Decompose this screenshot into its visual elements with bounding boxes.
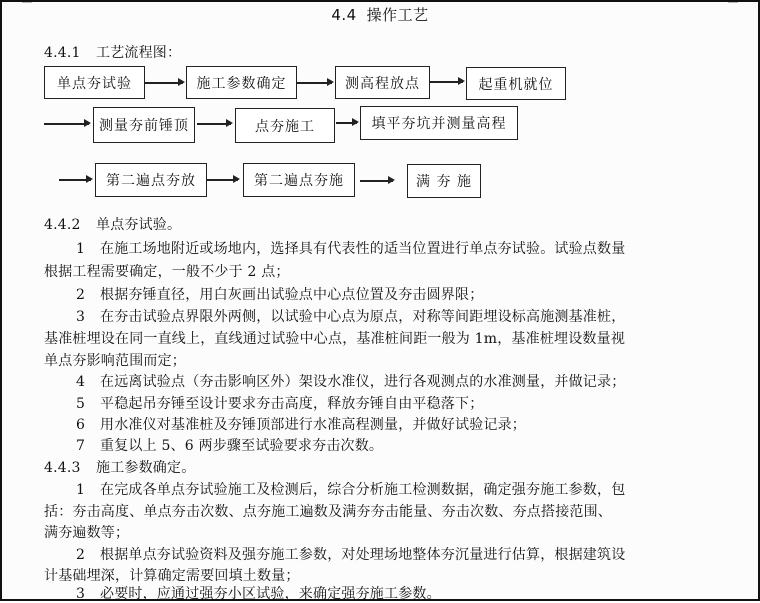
flow-box-crane-position: 起重机就位: [466, 67, 566, 100]
flow-box-point-tamping: 点夯施工: [235, 108, 335, 143]
flow-box-second-pass-layout: 第二遍点夯放: [95, 163, 207, 197]
item-number: 4: [76, 374, 86, 390]
list-item: [76, 479, 625, 499]
list-item: [76, 435, 383, 455]
subsection-number: 4.4.3: [44, 460, 81, 476]
flow-box-full-tamping: 满 夯 施: [407, 164, 481, 198]
item-text: 根据夯锤直径，用白灰画出试验点中心点位置及夯击圆界限；: [100, 287, 484, 303]
list-item-continuation: 单点夯影响范围而定；: [44, 353, 186, 369]
item-number: 6: [76, 417, 86, 433]
item-number: 1: [76, 241, 86, 257]
item-number: 2: [76, 547, 86, 563]
subsection-number: 4.4.1: [44, 45, 81, 61]
list-item: [76, 544, 625, 564]
item-text: 必要时，应通过强夯小区试验，来确定强夯施工参数。: [100, 586, 441, 602]
section-number: 4.4: [331, 6, 357, 24]
flow-arrow: [207, 179, 238, 181]
list-item-continuation: 括：夯击高度、单点夯击次数、点夯施工遍数及满夯夯击能量、夯击次数、夯点搭接范围、: [44, 504, 612, 520]
flow-box-param-confirm: 施工参数确定: [186, 66, 297, 99]
item-text: 在完成各单点夯试验施工及检测后，综合分析施工检测数据，确定强夯施工参数，包: [100, 482, 626, 498]
list-item-continuation: 计基础埋深，计算确定需要回填土数量；: [44, 568, 300, 584]
subsection-title: 单点夯试验。: [96, 217, 182, 233]
list-item: [76, 583, 441, 603]
item-number: 5: [76, 396, 86, 412]
item-number: 3: [76, 586, 86, 602]
item-text: 在施工场地附近或场地内，选择具有代表性的适当位置进行单点夯试验。试验点数量: [100, 241, 626, 257]
flow-box-single-point-test: 单点夯试验: [44, 66, 145, 99]
flow-arrow: [360, 180, 393, 182]
list-item: [76, 284, 483, 304]
page-corner-mark: [22, 2, 32, 3]
list-item: [76, 371, 625, 391]
subsection-heading-442: [44, 214, 181, 234]
flow-box-fill-pit-measure: 填平夯坑并测量高程: [360, 106, 518, 140]
item-number: 7: [76, 438, 86, 454]
list-item: [76, 306, 625, 326]
flow-arrow: [197, 123, 231, 125]
item-text: 用水准仪对基准桩及夯锤顶部进行水准高程测量，并做好试验记录；: [100, 417, 526, 433]
item-number: 3: [76, 309, 86, 325]
item-number: 2: [76, 287, 86, 303]
flow-arrow: [145, 82, 183, 84]
item-text: 在远离试验点（夯击影响区外）架设水准仪，进行各观测点的水准测量，并做记录；: [100, 374, 626, 390]
list-item: [76, 414, 526, 434]
list-item-continuation: 根据工程需要确定，一般不少于 2 点；: [44, 264, 290, 280]
item-text: 在夯击试验点界限外两侧，以试验中心点为原点，对称等间距埋设标高施测基准桩，: [100, 309, 626, 325]
list-item-continuation: 基准桩埋设在同一直线上，直线通过试验中心点，基准桩间距一般为 1m，基准桩埋设数量视: [44, 331, 626, 347]
list-item-continuation: 满夯遍数等；: [44, 525, 130, 541]
item-text: 平稳起吊夯锤至设计要求夯击高度，释放夯锤自由平稳落下；: [100, 396, 484, 412]
flow-box-elevation-layout: 测高程放点: [335, 66, 430, 99]
item-text: 重复以上 5、6 两步骤至试验要求夯击次数。: [100, 438, 384, 454]
flow-box-second-pass-tamping: 第二遍点夯施: [243, 163, 355, 197]
flow-arrow: [297, 82, 332, 84]
flow-arrow: [430, 81, 463, 83]
list-item: [76, 393, 483, 413]
subsection-heading-443: [44, 457, 195, 477]
flow-arrow: [59, 179, 91, 181]
item-number: 1: [76, 482, 86, 498]
subsection-title: 施工参数确定。: [96, 460, 196, 476]
section-title-text: 操作工艺: [366, 6, 429, 24]
item-text: 根据单点夯试验资料及强夯施工参数，对处理场地整体夯沉量进行估算，根据建筑设: [100, 547, 626, 563]
page-corner-mark: [728, 2, 738, 3]
flowchart-heading: [44, 42, 181, 62]
flow-arrow: [336, 122, 357, 124]
subsection-title: 工艺流程图：: [96, 45, 182, 61]
section-title: [0, 4, 760, 25]
subsection-number: 4.4.2: [44, 217, 81, 233]
list-item: [76, 238, 625, 258]
flow-box-hammer-top-measure: 测量夯前锤顶: [93, 107, 195, 143]
flow-arrow: [44, 123, 89, 125]
